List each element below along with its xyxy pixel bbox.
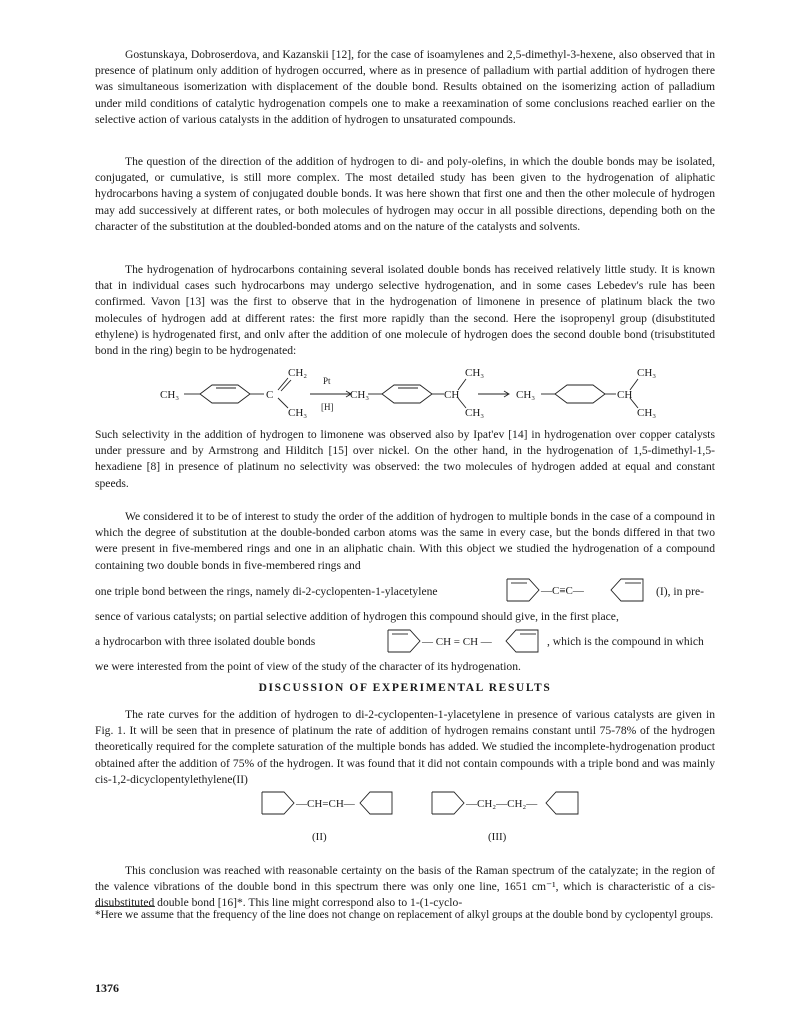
formula-line-1-start: one triple bond between the rings, namely di-2-cyclopenten-1-ylacetylene	[95, 585, 438, 598]
section-heading: DISCUSSION OF EXPERIMENTAL RESULTS	[258, 682, 552, 694]
paragraph-5d: we were interested from the point of view of the study of the character of its hydrogenation.	[95, 660, 521, 673]
formula-line-2-end-wrap	[547, 634, 727, 650]
paragraph-3: The hydrogenation of hydrocarbons containing several isolated double bonds has received relatively little study. It is known that in individual cases such hydrocarbons may undergo selective hydrogenation, and in some cases Lebedev's rule has been confirmed. Vavon [13] was the first to observe that in the hydrogenation of limonene in presence of platinum black the two molecules of hydrogen add at different rates: the first more rapidly than the second. Here the isopropenyl group (disubstituted ethylene) is hydrogenated first, and onlv after the addition of one molecule of hydrogen does the second double bond (trisubstituted bond in the ring) begin to be hydrogenated:	[95, 263, 715, 358]
scheme-ch3-3: CH₃	[350, 389, 370, 401]
scheme-c: C	[266, 389, 274, 401]
scheme-ch-1: CH	[444, 389, 460, 401]
inline-formula-triene-bridge: — CH = CH —	[422, 636, 492, 648]
scheme-ch3-5: CH₃	[465, 407, 485, 419]
inline-formula-I	[505, 577, 651, 603]
scheme-ch3-8: CH₃	[637, 407, 657, 419]
structure-III-bridge: —CH₂—CH₂—	[466, 798, 538, 810]
label-III: (III)	[488, 831, 507, 843]
paragraph-4: Such selectivity in the addition of hydrogen to limonene was observed also by Ipat'ev [14] in hydrogenation over copper catalysts under pressure and by Armstrong and Hilditch [15] over nickel. On the other hand, in the hydrogenation of 1,5-dimethyl-1,5-hexadiene [8] in presence of platinum no selectivity was observed: the two molecules of hydrogen added at equal and constant speeds.	[95, 428, 715, 490]
formula-line-1-end: (I), in pre-	[656, 585, 704, 598]
scheme-ch3-4: CH₃	[465, 367, 485, 379]
paragraph-2: The question of the direction of the addition of hydrogen to di- and poly-olefins, in which the double bonds may be isolated, conjugated, or cumulative, is still more complex. The most detailed study has been given to the hydrogenation of aliphatic hydrocarbons having a system of conjugated double bonds. It was here shown that first one and then the other molecule of hydrogen may add successively at different rates, or both molecules of hydrogen may occur in all possible directions, depending both on the character of the substitution at the doubled-bonded atoms and on the nature of the catalysts and solvents.	[95, 155, 715, 233]
scheme-ch3-1: CH₃	[160, 389, 180, 401]
scheme-ch3-7: CH₃	[637, 367, 657, 379]
page-number: 1376	[95, 981, 119, 995]
paragraph-1: Gostunskaya, Dobroserdova, and Kazanskii [12], for the case of isoamylenes and 2,5-dimethyl-3-hexene, also observed that in presence of platinum only addition of hydrogen occurred, where as in presence of palladium with partial addition of hydrogen there was simultaneous isomerization with displacement of the double bond. Results obtained on the isomerizing action of palladium under mild conditions of catalytic hydrogenation compels one to make a reexamination of some conclusions reached earlier on the selective action of various catalysts in the addition of hydrogen to unsaturated compounds.	[95, 48, 715, 126]
paragraph-5: We considered it to be of interest to study the order of the addition of hydrogen to multiple bonds in the case of a compound in which the degree of substitution at the double-bonded carbon atoms was the same in every case, but the bonds differed in that two were present in five-membered rings and one in an aliphatic chain. With this object we studied the hydrogenation of a compound containing two double bonds in five-membered rings and	[95, 510, 715, 572]
paragraph-7: This conclusion was reached with reasonable certainty on the basis of the Raman spectrum of the catalyzate; in the region of the valence vibrations of the double bond in this spectrum there was only one line, 1651 cm⁻¹, which is characteristic of a cis-disubstituted double bond [16]*. This line might correspond also to 1-(1-cyclo-	[95, 864, 715, 910]
structure-II-bridge: —CH=CH—	[296, 798, 355, 810]
label-II: (II)	[312, 831, 327, 843]
scheme-ch-2: CH	[617, 389, 633, 401]
inline-formula-I-bridge: —C≡C—	[541, 585, 584, 597]
paragraph-5b: sence of various catalysts; on partial selective addition of hydrogen this compound should give, in the first place,	[95, 610, 619, 623]
catalyst-h: [H]	[321, 402, 334, 412]
paragraph-6: The rate curves for the addition of hydrogen to di-2-cyclopenten-1-ylacetylene in presence of various catalysts are given in Fig. 1. It will be seen that in presence of platinum the rate of addition of hydrogen remains constant until 75-78% of the hydrogen theoretically required for the complete saturation of the multiple bonds has added. We studied the incomplete-hydrogenation product obtained after the addition of 75% of the hydrogen. It was found that it did not contain compounds with a triple bond and was mainly cis-1,2-dicyclopentylethylene(II)	[95, 708, 715, 786]
scheme-ch3-2: CH₃	[288, 407, 308, 419]
scheme-ch3-6: CH₃	[516, 389, 536, 401]
catalyst-pt: Pt	[323, 376, 331, 386]
limonene-scheme	[160, 364, 660, 422]
structures-II-III	[260, 790, 580, 850]
footnote-rule	[95, 906, 155, 907]
formula-line-2-start: a hydrocarbon with three isolated double bonds	[95, 635, 316, 648]
footnote: *Here we assume that the frequency of the line does not change on replacement of alkyl groups at the double bond by cyclopentyl groups.	[95, 909, 714, 921]
formula-line-1-end-wrap	[656, 584, 726, 600]
formula-line-2-end: , which is the compound in which	[547, 635, 704, 648]
scheme-ch2: CH₂	[288, 367, 308, 379]
inline-formula-triene	[386, 628, 546, 654]
